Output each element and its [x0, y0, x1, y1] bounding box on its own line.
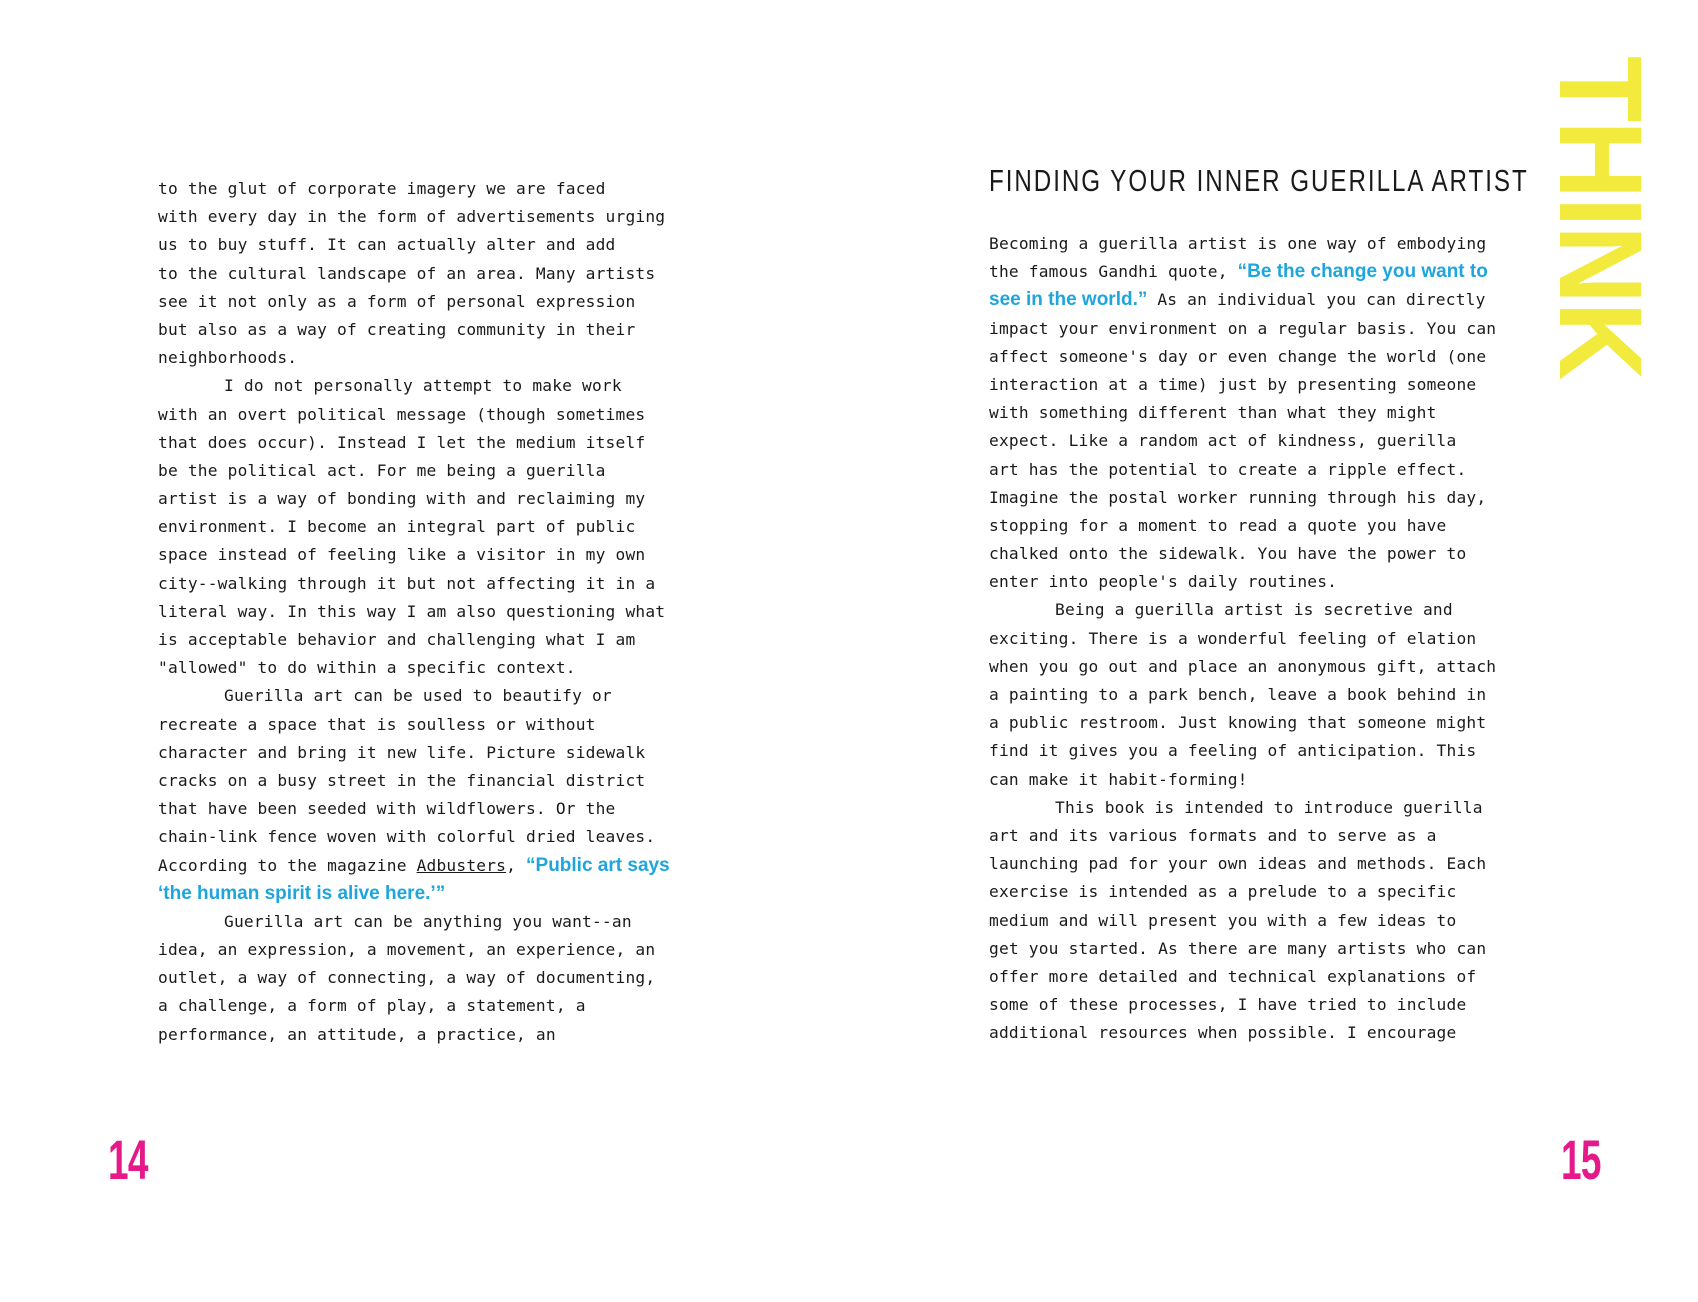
text-line: art and its various formats and to serve as a	[989, 825, 1437, 845]
text-line: but also as a way of creating community in their	[158, 319, 636, 339]
text-line: when you go out and place an anonymous gift, attach	[989, 656, 1497, 676]
text-line: exercise is intended as a prelude to a specific	[989, 882, 1457, 902]
text-line: Imagine the postal worker running through his day,	[989, 487, 1487, 507]
text-line: city--walking through it but not affecting it in a	[158, 573, 656, 593]
text-line: expect. Like a random act of kindness, guerilla	[989, 431, 1457, 451]
text-line: that have been seeded with wildflowers. Or the	[158, 799, 616, 819]
text-line: some of these processes, I have tried to include	[989, 995, 1467, 1015]
intro-line-2	[989, 258, 1496, 286]
text-line: cracks on a busy street in the financial district	[158, 770, 646, 790]
text-line: can make it habit-forming!	[989, 769, 1248, 789]
right-page-body	[989, 230, 1496, 1047]
page-number-right: 15	[1561, 1128, 1601, 1191]
text-line: launching pad for your own ideas and methods. Each	[989, 854, 1487, 874]
side-tab	[1534, 56, 1675, 386]
text-line: stopping for a moment to read a quote you have	[989, 515, 1447, 535]
text-line: outlet, a way of connecting, a way of documenting,	[158, 968, 656, 988]
text-line: a challenge, a form of play, a statement, a	[158, 996, 586, 1016]
text-line: with every day in the form of advertisements urging	[158, 207, 666, 227]
intro-prefix: the famous Gandhi quote,	[989, 262, 1238, 282]
text-line: impact your environment on a regular basis. You can	[989, 318, 1497, 338]
text-line: affect someone's day or even change the world (one	[989, 346, 1487, 366]
text-line: exciting. There is a wonderful feeling of elation	[989, 628, 1477, 648]
text-line: medium and will present you with a few ideas to	[989, 910, 1457, 930]
text-line: artist is a way of bonding with and reclaiming my	[158, 489, 646, 509]
text-line: literal way. In this way I am also questioning what	[158, 601, 666, 621]
text-line: Guerilla art can be used to beautify or	[224, 686, 612, 706]
left-page-body	[158, 175, 670, 1049]
pull-quote-part1: “Public art says	[526, 854, 670, 876]
text-line: chalked onto the sidewalk. You have the power to	[989, 544, 1467, 564]
pull-quote-part2: ‘the human spirit is alive here.’”	[158, 882, 446, 904]
gandhi-quote-part1: “Be the change you want to	[1237, 261, 1488, 283]
text-line: a painting to a park bench, leave a book behind in	[989, 685, 1487, 704]
text-line: Guerilla art can be anything you want--an	[224, 911, 632, 931]
adbusters-comma: ,	[506, 855, 527, 875]
chapter-heading: FINDING YOUR INNER GUERILLA ARTIST	[989, 163, 1529, 198]
adbusters-line	[158, 852, 670, 880]
text-line: environment. I become an integral part of public	[158, 517, 636, 537]
adbusters-prefix: According to the magazine	[158, 855, 417, 875]
text-line: get you started. As there are many artists who can	[989, 938, 1487, 958]
adbusters-title: Adbusters	[416, 855, 507, 875]
text-line: to the cultural landscape of an area. Many artists	[158, 263, 656, 283]
text-line: a public restroom. Just knowing that someone might	[989, 713, 1487, 733]
text-line: space instead of feeling like a visitor in my own	[158, 545, 646, 565]
text-line: with something different than what they might	[989, 403, 1437, 423]
text-line: be the political act. For me being a guerilla	[158, 460, 606, 480]
text-line: that does occur). Instead I let the medium itself	[158, 432, 646, 452]
text-line: find it gives you a feeling of anticipation. This	[989, 741, 1477, 761]
text-line: with an overt political message (though sometimes	[158, 404, 646, 424]
text-line: character and bring it new life. Picture sidewalk	[158, 742, 646, 762]
text-line: offer more detailed and technical explanations of	[989, 966, 1477, 986]
text-line: additional resources when possible. I encourage	[989, 1023, 1457, 1043]
gandhi-quote-part2: see in the world.”	[989, 289, 1148, 311]
page-number-left: 14	[108, 1128, 148, 1191]
text-line: This book is intended to introduce guerilla	[1055, 797, 1483, 817]
side-tab-label: THINK	[1534, 56, 1666, 379]
text-line: see it not only as a form of personal expression	[158, 291, 636, 311]
right-page	[849, 0, 1698, 1302]
text-line: Being a guerilla artist is secretive and	[1055, 600, 1453, 620]
text-line: neighborhoods.	[158, 348, 298, 368]
text-line: interaction at a time) just by presenting someone	[989, 374, 1477, 394]
intro-suffix: As an individual you can directly	[1147, 290, 1486, 310]
text-line: enter into people's daily routines.	[989, 572, 1338, 592]
intro-line-1: Becoming a guerilla artist is one way of embodying	[989, 234, 1487, 253]
text-line: idea, an expression, a movement, an experience, an	[158, 940, 656, 960]
text-line: recreate a space that is soulless or without	[158, 714, 596, 734]
text-line: performance, an attitude, a practice, an	[158, 1024, 556, 1044]
quote-line-2	[158, 880, 670, 908]
text-line: art has the potential to create a ripple effect.	[989, 459, 1467, 479]
text-line: to the glut of corporate imagery we are faced	[158, 179, 606, 198]
text-line: is acceptable behavior and challenging what I am	[158, 630, 636, 649]
intro-line-3	[989, 286, 1496, 314]
text-line: "allowed" to do within a specific context.	[158, 658, 576, 678]
text-line: chain-link fence woven with colorful dried leaves.	[158, 827, 656, 847]
text-line: I do not personally attempt to make work	[224, 376, 622, 396]
text-line: us to buy stuff. It can actually alter and add	[158, 235, 616, 255]
